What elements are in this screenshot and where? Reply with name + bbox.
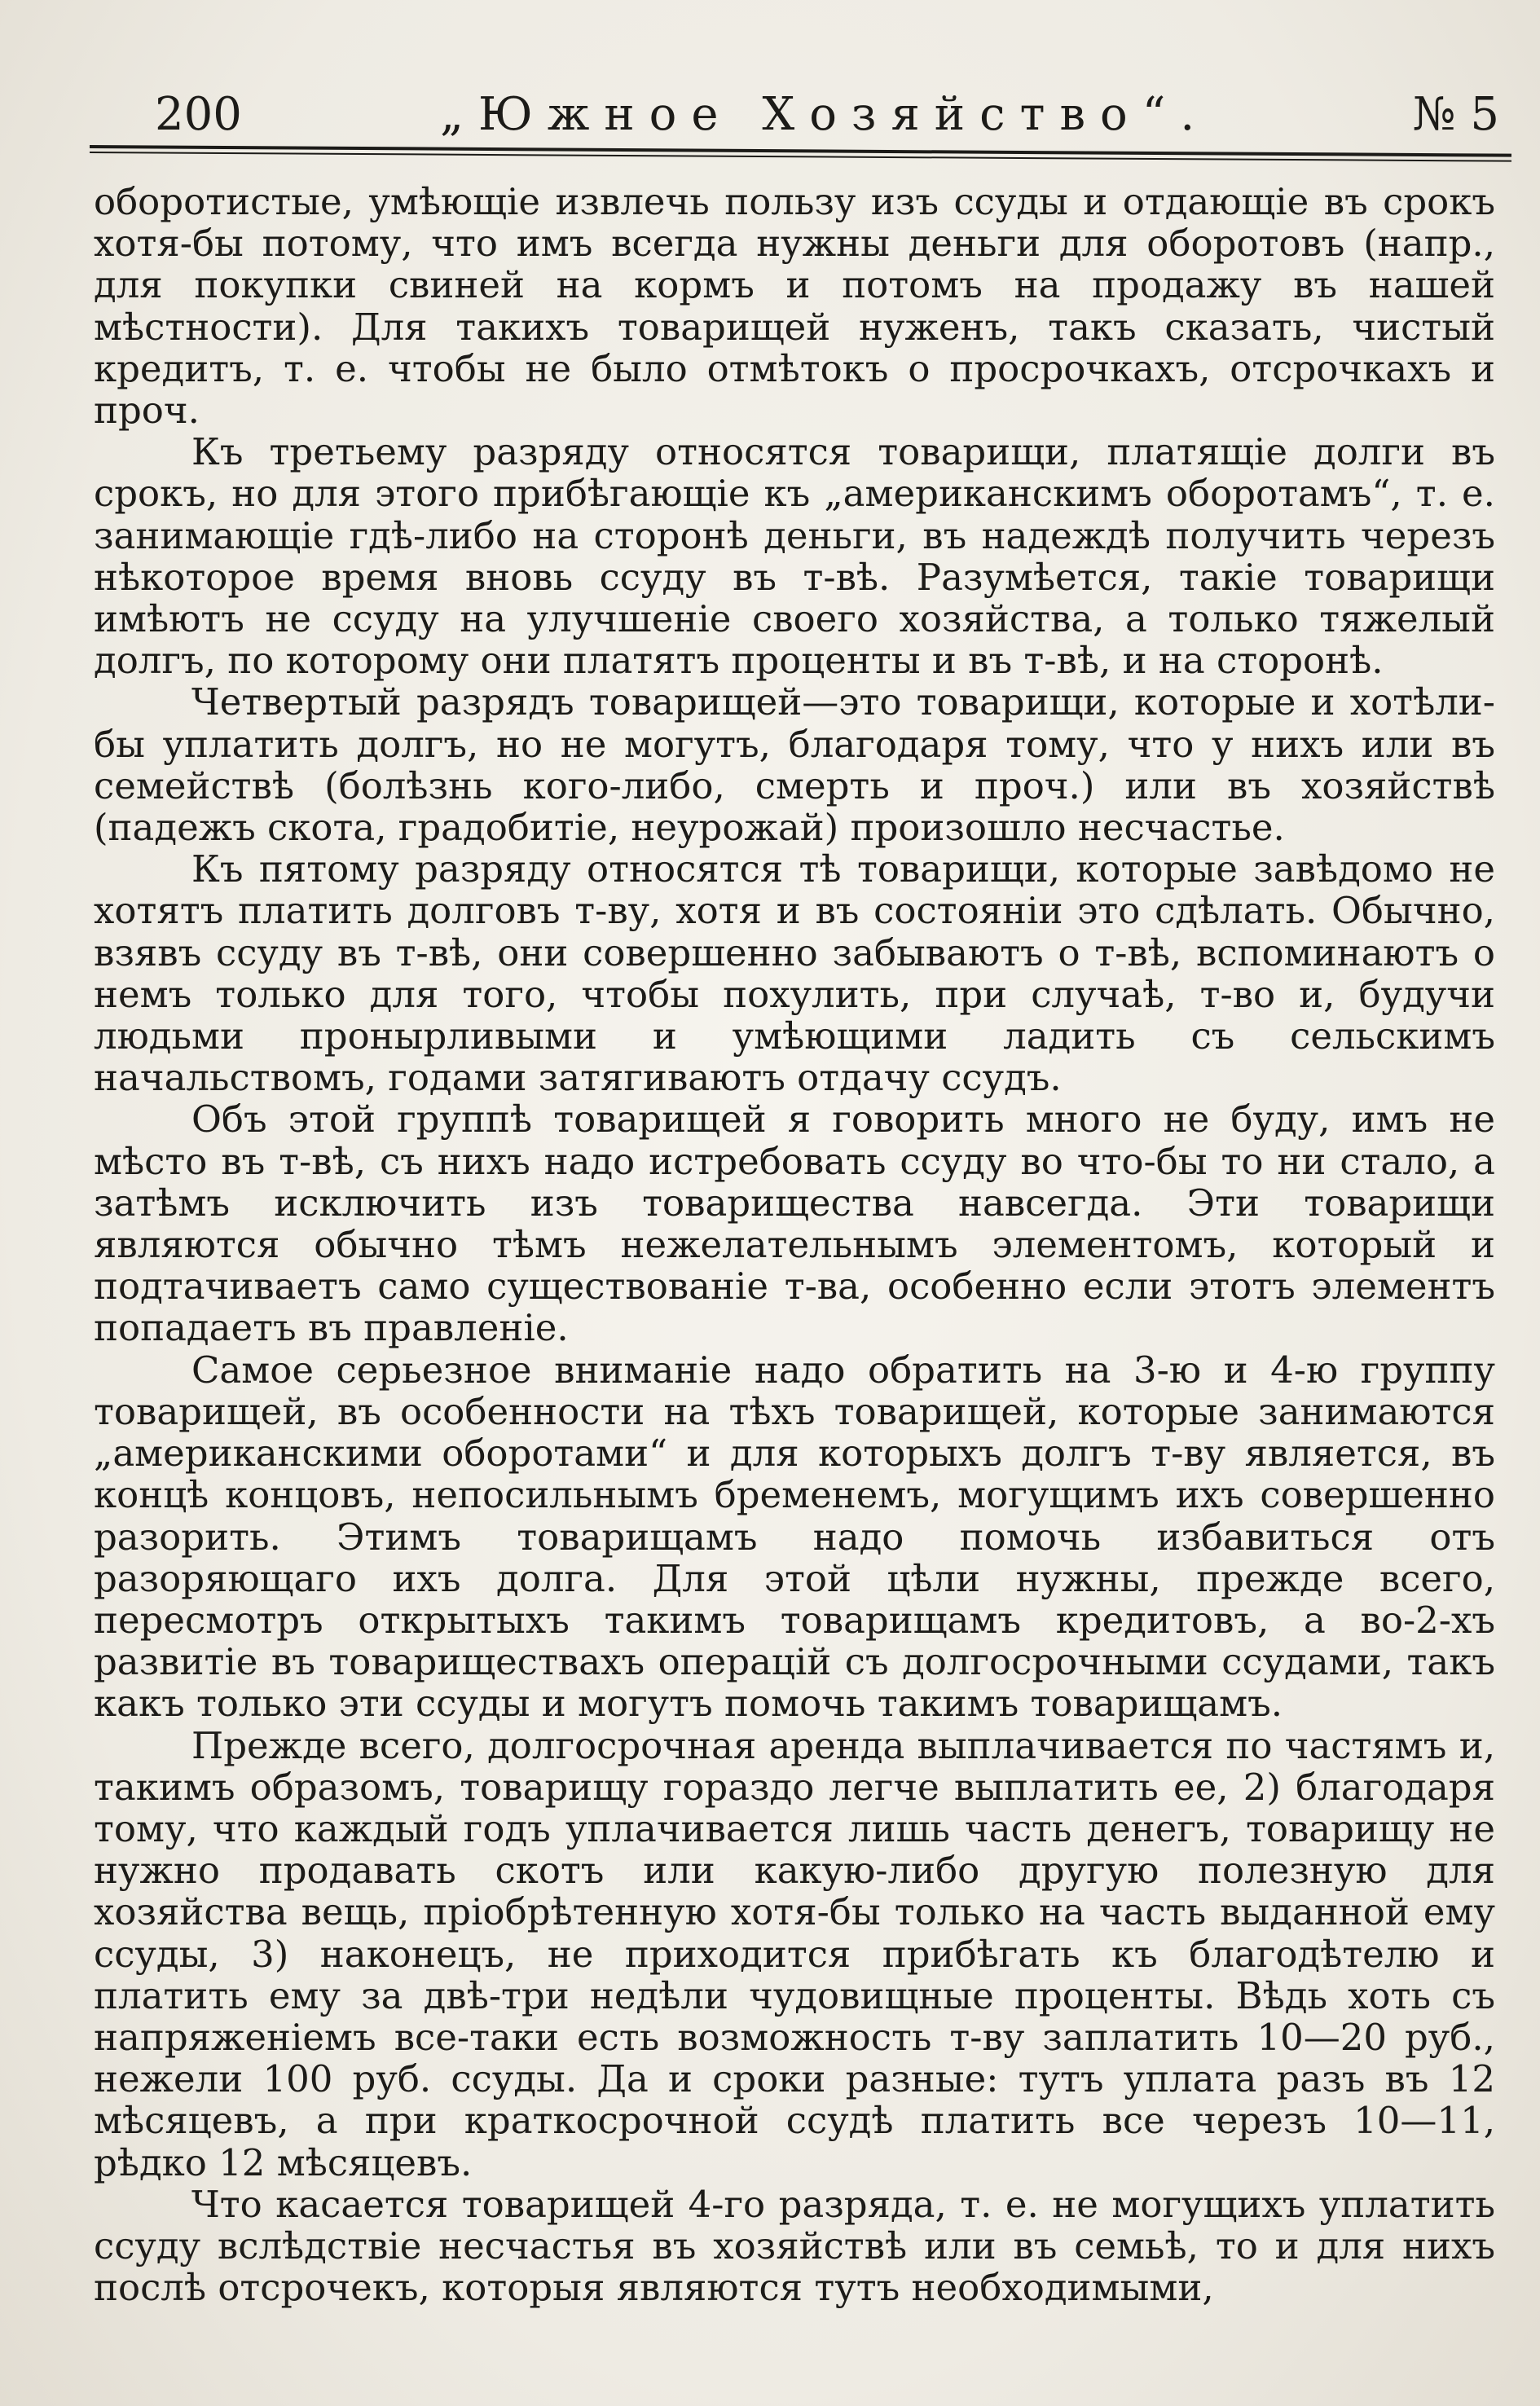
running-header xyxy=(90,88,1499,145)
paragraph: Къ третьему разряду относятся товарищи, платящіе долги въ срокъ, но для этого прибѣгающіе къ „американскимъ оборотамъ“, т. е. занимающіе гдѣ-либо на сторонѣ деньги, въ надеждѣ получить черезъ нѣкоторое время вновь ссуду въ т-вѣ. Разумѣется, такіе товарищи имѣютъ не ссуду на улучшеніе своего хозяйства, а только тяжелый долгъ, по которому они платятъ проценты и въ т-вѣ, и на сторонѣ. xyxy=(94,430,1495,683)
paragraph: Четвертый разрядъ товарищей—это товарищи, которые и хотѣли-бы уплатить долгъ, но не могутъ, благодаря тому, что у нихъ или въ семействѣ (болѣзнь кого-либо, смерть и проч.) или въ хозяйствѣ (падежъ скота, градобитіе, неурожай) произошло несчастье. xyxy=(94,680,1495,850)
paragraph: оборотистые, умѣющіе извлечь пользу изъ ссуды и отдающіе въ срокъ хотя-бы потому, что имъ всегда нужны деньги для оборотовъ (напр., для покупки свиней на кормъ и потомъ на продажу въ нашей мѣстности). Для такихъ товарищей нуженъ, такъ сказать, чистый кредитъ, т. е. чтобы не было отмѣтокъ о просрочкахъ, отсрочкахъ и проч. xyxy=(94,180,1495,433)
paragraph: Что касается товарищей 4-го разряда, т. е. не могущихъ уплатить ссуду вслѣдствіе несчастья въ хозяйствѣ или въ семьѣ, то и для нихъ послѣ отсрочекъ, которыя являются тутъ необходимыми, xyxy=(94,2182,1495,2310)
paragraph: Къ пятому разряду относятся тѣ товарищи, которые завѣдомо не хотятъ платить долговъ т-ву, хотя и въ состояніи это сдѣлать. Обычно, взявъ ссуду въ т-вѣ, они совершенно забываютъ о т-вѣ, вспоминаютъ о немъ только для того, чтобы похулить, при случаѣ, т-во и, будучи людьми пронырливыми и умѣющими ладить съ сельскимъ начальствомъ, годами затягиваютъ отдачу ссудъ. xyxy=(94,847,1495,1100)
page-number: 200 xyxy=(155,88,242,141)
journal-title: „Южное Хозяйство“. xyxy=(440,88,1210,141)
issue-number: № 5 xyxy=(1412,88,1499,141)
paragraph: Объ этой группѣ товарищей я говорить много не буду, имъ не мѣсто въ т-вѣ, съ нихъ надо истребовать ссуду во что-бы то ни стало, а затѣмъ исключить изъ товарищества навсегда. Эти товарищи являются обычно тѣмъ нежелательнымъ элементомъ, который и подтачиваетъ само существованіе т-ва, особенно если этотъ элементъ попадаетъ въ правленіе. xyxy=(94,1097,1495,1350)
paragraph: Прежде всего, долгосрочная аренда выплачивается по частямъ и, такимъ образомъ, товарищу гораздо легче выплатить ее, 2) благодаря тому, что каждый годъ уплачивается лишь часть денегъ, товарищу не нужно продавать скотъ или какую-либо другую полезную для хозяйства вещь, пріобрѣтенную хотя-бы только на часть выданной ему ссуды, 3) наконецъ, не приходится прибѣгать къ благодѣтелю и платить ему за двѣ-три недѣли чудовищные проценты. Вѣдь хоть съ напряженіемъ все-таки есть возможность т-ву заплатить 10—20 руб., нежели 100 руб. ссуды. Да и сроки разные: тутъ уплата разъ въ 12 мѣсяцевъ, а при краткосрочной ссудѣ платить все черезъ 10—11, рѣдко 12 мѣсяцевъ. xyxy=(94,1723,1495,2184)
article-body xyxy=(94,181,1495,2308)
paragraph: Самое серьезное вниманіе надо обратить на 3-ю и 4-ю группу товарищей, въ особенности на тѣхъ товарищей, которые занимаются „американскими оборотами“ и для которыхъ долгъ т-ву является, въ концѣ концовъ, непосильнымъ бременемъ, могущимъ ихъ совершенно разорить. Этимъ товарищамъ надо помочь избавиться отъ разоряющаго ихъ долга. Для этой цѣли нужны, прежде всего, пересмотръ открытыхъ такимъ товарищамъ кредитовъ, а во-2-хъ развитіе въ товариществахъ операцій съ долгосрочными ссудами, такъ какъ только эти ссуды и могутъ помочь такимъ товарищамъ. xyxy=(94,1348,1495,1726)
